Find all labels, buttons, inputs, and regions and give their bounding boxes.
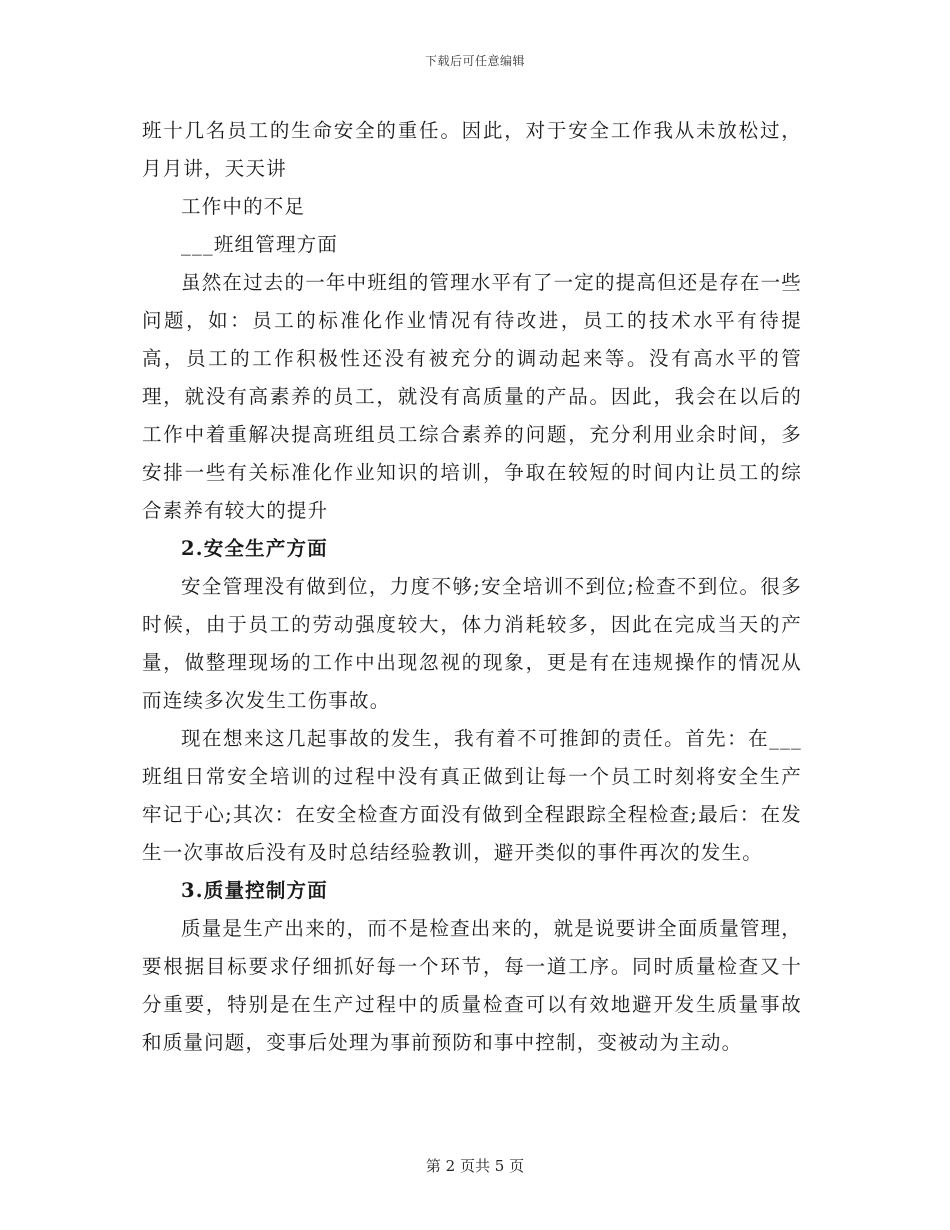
heading-safety-production: 2.安全生产方面 <box>181 537 328 560</box>
paragraph-quality-control: 质量是生产出来的，而不是检查出来的，就是说要讲全面质量管理，要根据目标要求仔细抓好每一个环节，每一道工序。同时质量检查又十分重要，特别是在生产过程中的质量检查可以有效地避开发生质量事故和质量问题，变事后处理为事前预防和事中控制，变被动为主动。 <box>142 917 803 1054</box>
paragraph-team-management-title: ___班组管理方面 <box>181 233 339 256</box>
document-body <box>142 112 802 1062</box>
paragraph-shortcomings-title: 工作中的不足 <box>181 195 306 218</box>
paragraph-team-management: 虽然在过去的一年中班组的管理水平有了一定的提高但还是存在一些问题，如：员工的标准化作业情况有待改进，员工的技术水平有待提高，员工的工作积极性还没有被充分的调动起来等。没有高水平的管理，就没有高素养的员工，就没有高质量的产品。因此，我会在以后的工作中着重解决提高班组员工综合素养的问题，充分利用业余时间，多安排一些有关标准化作业知识的培训，争取在较短的时间内让员工的综合素养有较大的提升 <box>142 271 803 522</box>
paragraph-continued: 班十几名员工的生命安全的重任。因此，对于安全工作我从未放松过，月月讲，天天讲 <box>142 119 802 180</box>
heading-quality-control: 3.质量控制方面 <box>181 879 328 902</box>
paragraph-safety-management: 安全管理没有做到位，力度不够;安全培训不到位;检查不到位。很多时候，由于员工的劳动强度较大，体力消耗较多，因此在完成当天的产量，做整理现场的工作中出现忽视的现象，更是有在违规操作的情况从而连续多次发生工伤事故。 <box>142 575 802 712</box>
page-footer: 第 2 页共 5 页 <box>425 1157 525 1175</box>
page-header: 下载后可任意编辑 <box>424 54 525 68</box>
paragraph-accident-responsibility: 现在想来这几起事故的发生，我有着不可推卸的责任。首先：在___班组日常安全培训的过程中没有真正做到让每一个员工时刻将安全生产牢记于心;其次：在安全检查方面没有做到全程跟踪全程检查;最后：在发生一次事故后没有及时总结经验教训，避开类似的事件再次的发生。 <box>142 727 802 864</box>
